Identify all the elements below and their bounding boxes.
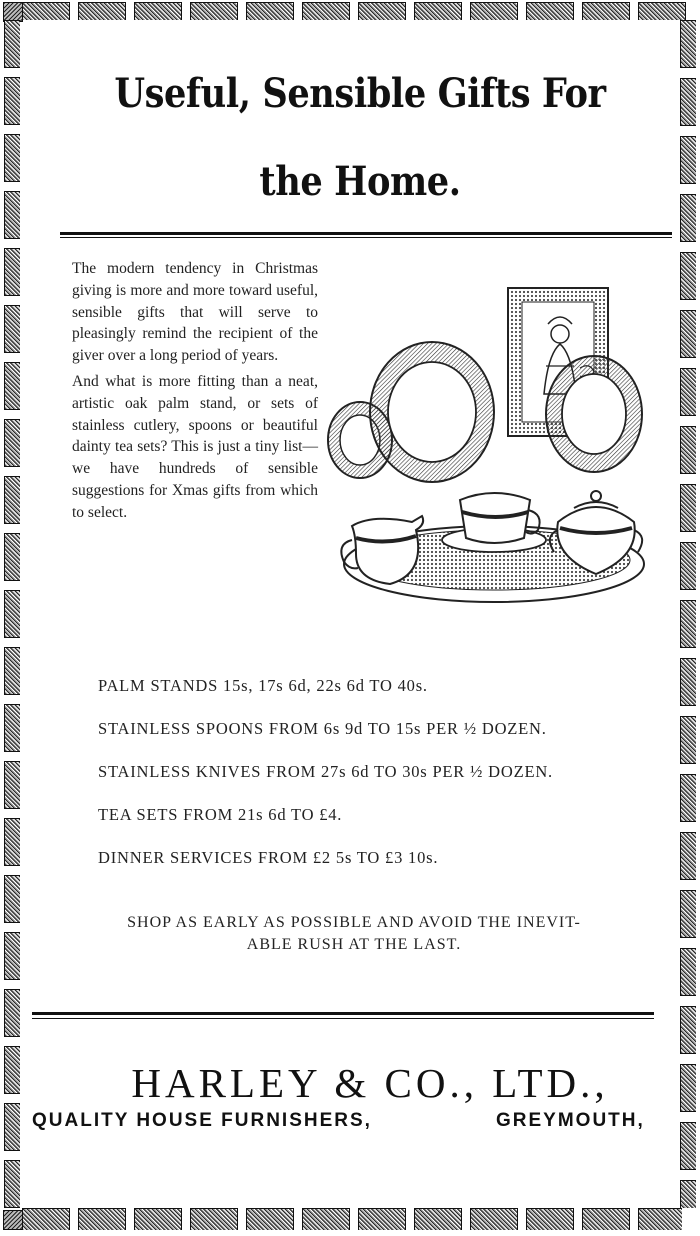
price-item-palm-stands: PALM STANDS 15s, 17s 6d, 22s 6d TO 40s.: [98, 676, 428, 695]
decorative-border-left: [4, 20, 20, 1208]
intro-copy: [72, 258, 318, 528]
closing-line-2: ABLE RUSH AT THE LAST.: [246, 936, 462, 953]
closing-line-1: SHOP AS EARLY AS POSSIBLE AND AVOID THE INEVIT-: [127, 914, 581, 931]
border-corner-bottom-left: [3, 1210, 23, 1230]
decorative-border-top: [22, 2, 698, 20]
signature-divider: [32, 1012, 654, 1015]
headline-line-1: Useful, Sensible Gifts For: [114, 70, 606, 117]
price-item-stainless-spoons: STAINLESS SPOONS FROM 6s 9d TO 15s PER ½ DOZEN.: [98, 719, 547, 738]
price-item-stainless-knives: STAINLESS KNIVES FROM 27s 6d TO 30s PER ½ DOZEN.: [98, 762, 553, 781]
headline-line-2: the Home.: [259, 158, 461, 205]
price-item-dinner-services: DINNER SERVICES FROM £2 5s TO £3 10s.: [98, 848, 439, 867]
firm-name: HARLEY & CO., LTD.,: [131, 1060, 609, 1106]
firm-tagline: QUALITY HOUSE FURNISHERS,: [32, 1110, 372, 1131]
signature-divider-thin: [32, 1018, 654, 1019]
firm-location: GREYMOUTH,: [496, 1110, 645, 1131]
teacup: [442, 493, 546, 552]
page-title: [96, 70, 624, 206]
closing-notice: [60, 912, 648, 956]
headline-divider-thin: [60, 237, 672, 238]
plates: [328, 342, 642, 482]
price-item-tea-sets: TEA SETS FROM 21s 6d TO £4.: [98, 805, 343, 824]
border-corner-top-left: [3, 2, 23, 22]
intro-paragraph-1: The modern tendency in Christmas giving is more and more toward useful, sensible gifts that will serve to pleasingly remind the recipient of the giver over a long period of years.: [72, 260, 318, 365]
crockery-illustration-icon: [322, 262, 662, 612]
intro-paragraph-2: And what is more fitting than a neat, artistic oak palm stand, or sets of stainless cutlery, spoons or beautiful dainty tea sets? This is just a tiny list—we have hundreds of sensible suggestions for Xmas gifts from which to select.: [72, 372, 318, 521]
price-list: [98, 674, 658, 889]
decorative-border-bottom: [22, 1208, 682, 1230]
headline-divider: [60, 232, 672, 235]
decorative-border-right: [680, 20, 696, 1208]
